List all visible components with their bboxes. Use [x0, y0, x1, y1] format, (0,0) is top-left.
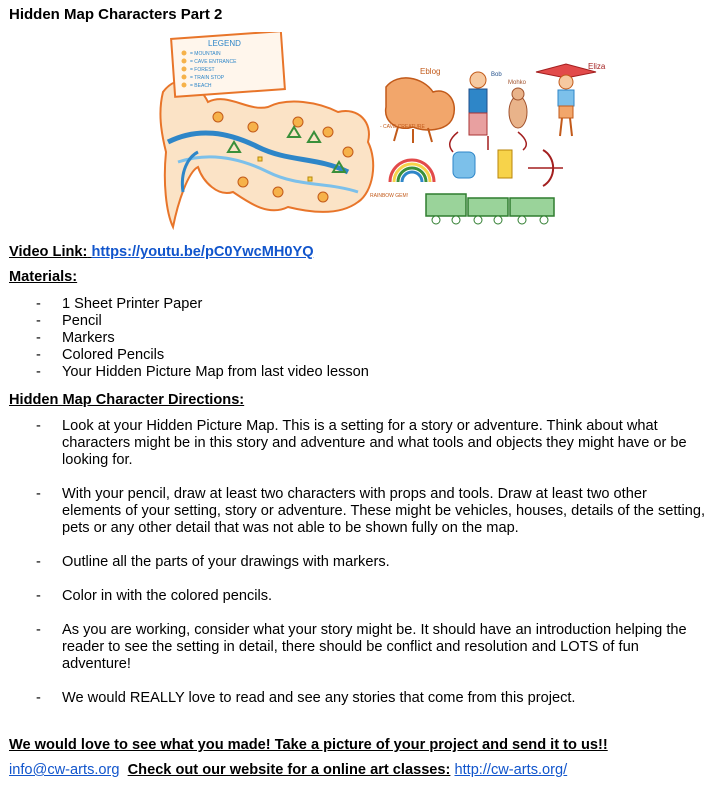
video-url-link[interactable]: https://youtu.be/pC0YwcMH0YQ: [91, 244, 314, 260]
directions-list: [0, 418, 710, 724]
svg-text:Bob: Bob: [491, 72, 502, 78]
list-item: - Pencil: [0, 313, 369, 330]
list-item: - Markers: [0, 330, 369, 347]
list-item: - With your pencil, draw at least two characters with props and tools. Draw at least two other elements of your setting, story or adventure. These might be vehicles, houses, details of the setting, pets or any other detail that was not able to be shown fully on the map.: [0, 486, 710, 537]
list-item: - Colored Pencils: [0, 347, 369, 364]
list-item: - 1 Sheet Printer Paper: [0, 296, 369, 313]
materials-list: [0, 296, 369, 381]
legend-title: LEGEND: [208, 39, 241, 48]
svg-text:= TRAIN STOP: = TRAIN STOP: [190, 75, 225, 81]
footer-call-to-action: We would love to see what you made! Take a picture of your project and send it to us!!: [9, 737, 608, 753]
list-item: - As you are working, consider what your story might be. It should have an introduction helping the reader to see the setting in detail, there should be conflict and resolution and LOTS of fun adventure!: [0, 622, 710, 673]
list-item: - Your Hidden Picture Map from last video lesson: [0, 364, 369, 381]
list-item: - We would REALLY love to read and see any stories that come from this project.: [0, 690, 710, 707]
svg-text:= MOUNTAIN: = MOUNTAIN: [190, 51, 221, 57]
materials-heading: Materials:: [9, 269, 78, 285]
website-link[interactable]: http://cw-arts.org/: [454, 762, 568, 778]
page-title: Hidden Map Characters Part 2: [9, 6, 223, 23]
svg-text:= CAVE ENTRANCE: = CAVE ENTRANCE: [190, 59, 237, 65]
map-legend: [171, 32, 285, 97]
email-link[interactable]: info@cw-arts.org: [9, 762, 120, 778]
website-text: Check out our website for a online art classes:: [127, 762, 451, 778]
characters-drawing: [370, 62, 606, 224]
svg-text:Eblog: Eblog: [420, 67, 441, 76]
video-label: Video Link:: [9, 244, 88, 260]
svg-text:RAINBOW GEM!: RAINBOW GEM!: [370, 193, 409, 199]
svg-text:= BEACH: = BEACH: [190, 83, 212, 89]
svg-text:Mohko: Mohko: [508, 80, 527, 86]
hidden-map-drawing: [160, 81, 373, 227]
svg-text:Eliza: Eliza: [588, 62, 606, 71]
directions-heading: Hidden Map Character Directions:: [9, 392, 245, 408]
list-item: - Outline all the parts of your drawings with markers.: [0, 554, 710, 571]
video-link-line: [9, 244, 314, 260]
list-item: - Color in with the colored pencils.: [0, 588, 710, 605]
svg-text:= FOREST: = FOREST: [190, 67, 215, 73]
map-characters-illustration: [158, 32, 614, 240]
svg-text:- CAVE CREATURE: - CAVE CREATURE: [380, 124, 425, 130]
footer-contact-line: [9, 762, 567, 778]
list-item: - Look at your Hidden Picture Map. This is a setting for a story or adventure. Think about what characters might be in this story and adventure and what tools and objects they might have or be looking for.: [0, 418, 710, 469]
